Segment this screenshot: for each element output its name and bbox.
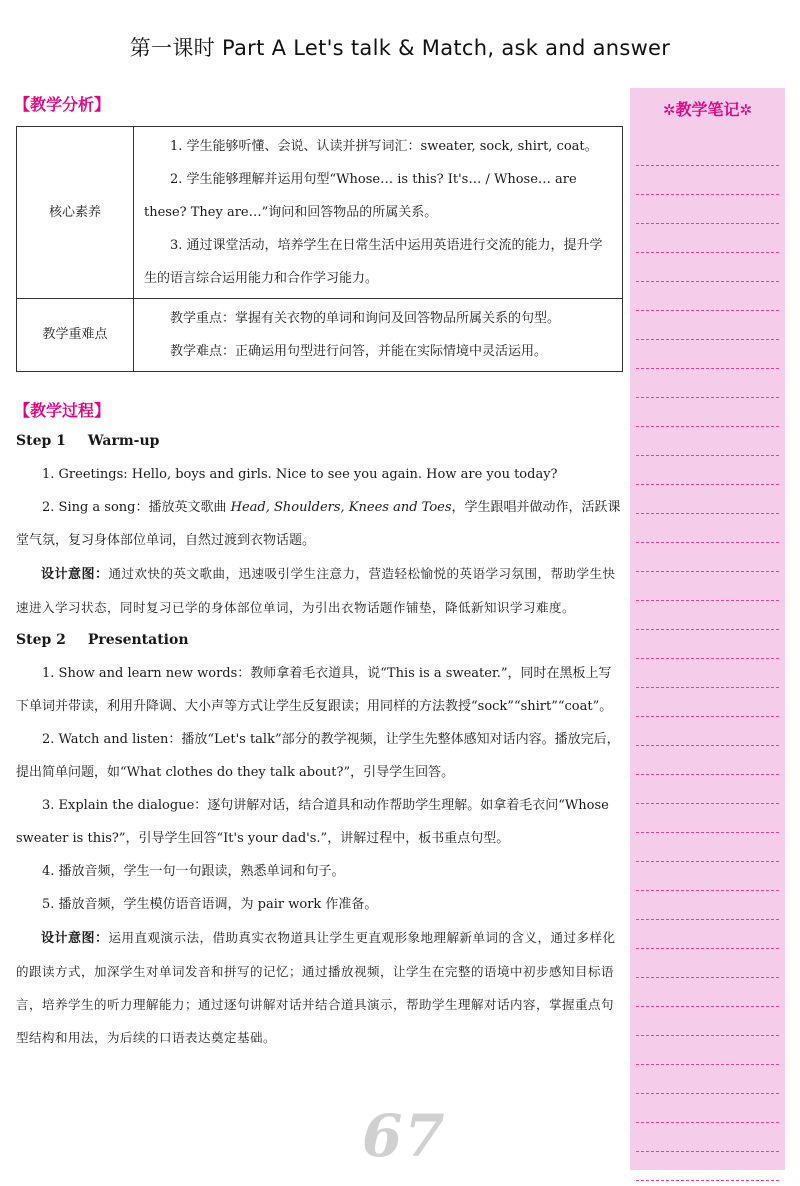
note-line bbox=[636, 978, 779, 1007]
analysis-section-label: 【教学分析】 bbox=[14, 95, 111, 114]
design-intent-label: 设计意图： bbox=[41, 567, 109, 582]
design-intent bbox=[16, 921, 622, 1054]
note-line bbox=[636, 746, 779, 775]
note-line bbox=[636, 717, 779, 746]
note-line bbox=[636, 804, 779, 833]
note-line bbox=[636, 195, 779, 224]
note-line bbox=[636, 572, 779, 601]
note-line bbox=[636, 369, 779, 398]
note-line bbox=[636, 1094, 779, 1123]
note-line bbox=[636, 543, 779, 572]
step-name: Presentation bbox=[87, 632, 189, 648]
key-points-header: 教学重难点 bbox=[17, 299, 134, 372]
step-number: Step 2 bbox=[16, 632, 66, 648]
note-line bbox=[636, 340, 779, 369]
note-line bbox=[636, 891, 779, 920]
list-item bbox=[16, 491, 622, 557]
core-literacy-header: 核心素养 bbox=[17, 127, 134, 299]
note-line bbox=[636, 601, 779, 630]
key-points-content bbox=[134, 299, 623, 372]
note-line bbox=[636, 1036, 779, 1065]
note-line bbox=[636, 1152, 779, 1181]
process-section-label: 【教学过程】 bbox=[14, 401, 111, 420]
core-literacy-content bbox=[134, 127, 623, 299]
item-text: 2. Sing a song：播放英文歌曲 bbox=[42, 500, 231, 515]
list-item: 3. Explain the dialogue：逐句讲解对话，结合道具和动作帮助学生理解。如拿着毛衣问“Whose sweater is this?”，引导学生回答“It's your dad's.”，讲解过程中，板书重点句型。 bbox=[16, 798, 609, 846]
list-item: 1. Greetings: Hello, boys and girls. Nice to see you again. How are you today? bbox=[42, 467, 558, 482]
list-item: 教学重点：掌握有关衣物的单词和询问及回答物品所属关系的句型。 bbox=[170, 311, 561, 326]
list-item: 教学难点：正确运用句型进行问答，并能在实际情境中灵活运用。 bbox=[170, 344, 548, 359]
note-line bbox=[636, 398, 779, 427]
design-intent-text: 运用直观演示法，借助真实衣物道具让学生更直观形象地理解新单词的含义，通过多样化的跟读方式，加深学生对单词发音和拼写的记忆；通过播放视频，让学生在完整的语境中初步感知目标语言，培养学生的听力理解能力；通过逐句讲解对话并结合道具演示，帮助学生理解对话内容，掌握重点句型结构和用法，为后续的口语表达奠定基础。 bbox=[16, 930, 616, 1045]
note-line bbox=[636, 833, 779, 862]
note-line bbox=[636, 485, 779, 514]
step-name: Warm-up bbox=[87, 433, 160, 449]
note-line bbox=[636, 688, 779, 717]
note-line bbox=[636, 311, 779, 340]
note-line bbox=[636, 253, 779, 282]
note-line bbox=[636, 862, 779, 891]
note-line bbox=[636, 282, 779, 311]
note-line bbox=[636, 949, 779, 978]
page-number: 67 bbox=[362, 1102, 447, 1170]
note-line bbox=[636, 1065, 779, 1094]
list-item: 4. 播放音频，学生一句一句跟读，熟悉单词和句子。 bbox=[42, 864, 345, 879]
teaching-notes-sidebar bbox=[630, 88, 785, 1170]
note-line bbox=[636, 775, 779, 804]
song-title: Head, Shoulders, Knees and Toes bbox=[230, 500, 452, 515]
note-line bbox=[636, 456, 779, 485]
note-line bbox=[636, 659, 779, 688]
list-item: 2. 学生能够理解并运用句型“Whose… is this? It's… / Whose… are these? They are…”询问和回答物品的所属关系。 bbox=[144, 172, 577, 220]
note-line bbox=[636, 166, 779, 195]
design-intent bbox=[16, 557, 622, 624]
sidebar-title-text: 教学笔记 bbox=[675, 100, 740, 119]
note-line bbox=[636, 427, 779, 456]
step-number: Step 1 bbox=[16, 433, 66, 449]
table-row bbox=[17, 299, 623, 372]
step-heading bbox=[16, 624, 622, 657]
item-text: ，学生跟唱并做动作，活跃课堂气氛，复习身体部位单词，自然过渡到衣物话题。 bbox=[16, 500, 621, 548]
design-intent-label: 设计意图： bbox=[41, 931, 109, 946]
flower-icon: ✲ bbox=[739, 101, 753, 119]
table-row bbox=[17, 127, 623, 299]
page-title: 第一课时 Part A Let's talk & Match, ask and answer bbox=[129, 36, 671, 60]
note-line bbox=[636, 1123, 779, 1152]
note-line bbox=[636, 1007, 779, 1036]
note-line bbox=[636, 224, 779, 253]
note-line bbox=[636, 137, 779, 166]
flower-icon: ✲ bbox=[662, 101, 676, 119]
design-intent-text: 通过欢快的英文歌曲，迅速吸引学生注意力，营造轻松愉悦的英语学习氛围，帮助学生快速进入学习状态，同时复习已学的身体部位单词，为引出衣物话题作铺垫，降低新知识学习难度。 bbox=[16, 566, 616, 615]
analysis-table bbox=[16, 126, 623, 372]
step-heading bbox=[16, 425, 622, 458]
list-item: 3. 通过课堂活动，培养学生在日常生活中运用英语进行交流的能力，提升学生的语言综合运用能力和合作学习能力。 bbox=[144, 238, 603, 286]
note-lines bbox=[636, 137, 779, 1181]
sidebar-title bbox=[636, 96, 779, 124]
list-item: 1. 学生能够听懂、会说、认读并拼写词汇：sweater, sock, shirt, coat。 bbox=[170, 139, 598, 154]
list-item: 1. Show and learn new words：教师拿着毛衣道具，说“This is a sweater.”，同时在黑板上写下单词并带读，利用升降调、大小声等方式让学生反复跟读；用同样的方法教授“sock”“shirt”“coat”。 bbox=[16, 666, 613, 714]
teaching-process bbox=[16, 425, 622, 1054]
list-item: 5. 播放音频，学生模仿语音语调，为 pair work 作准备。 bbox=[42, 897, 378, 912]
list-item: 2. Watch and listen：播放“Let's talk”部分的教学视频，让学生先整体感知对话内容。播放完后，提出简单问题，如“What clothes do they talk about?”，引导学生回答。 bbox=[16, 732, 620, 780]
note-line bbox=[636, 920, 779, 949]
note-line bbox=[636, 514, 779, 543]
note-line bbox=[636, 630, 779, 659]
